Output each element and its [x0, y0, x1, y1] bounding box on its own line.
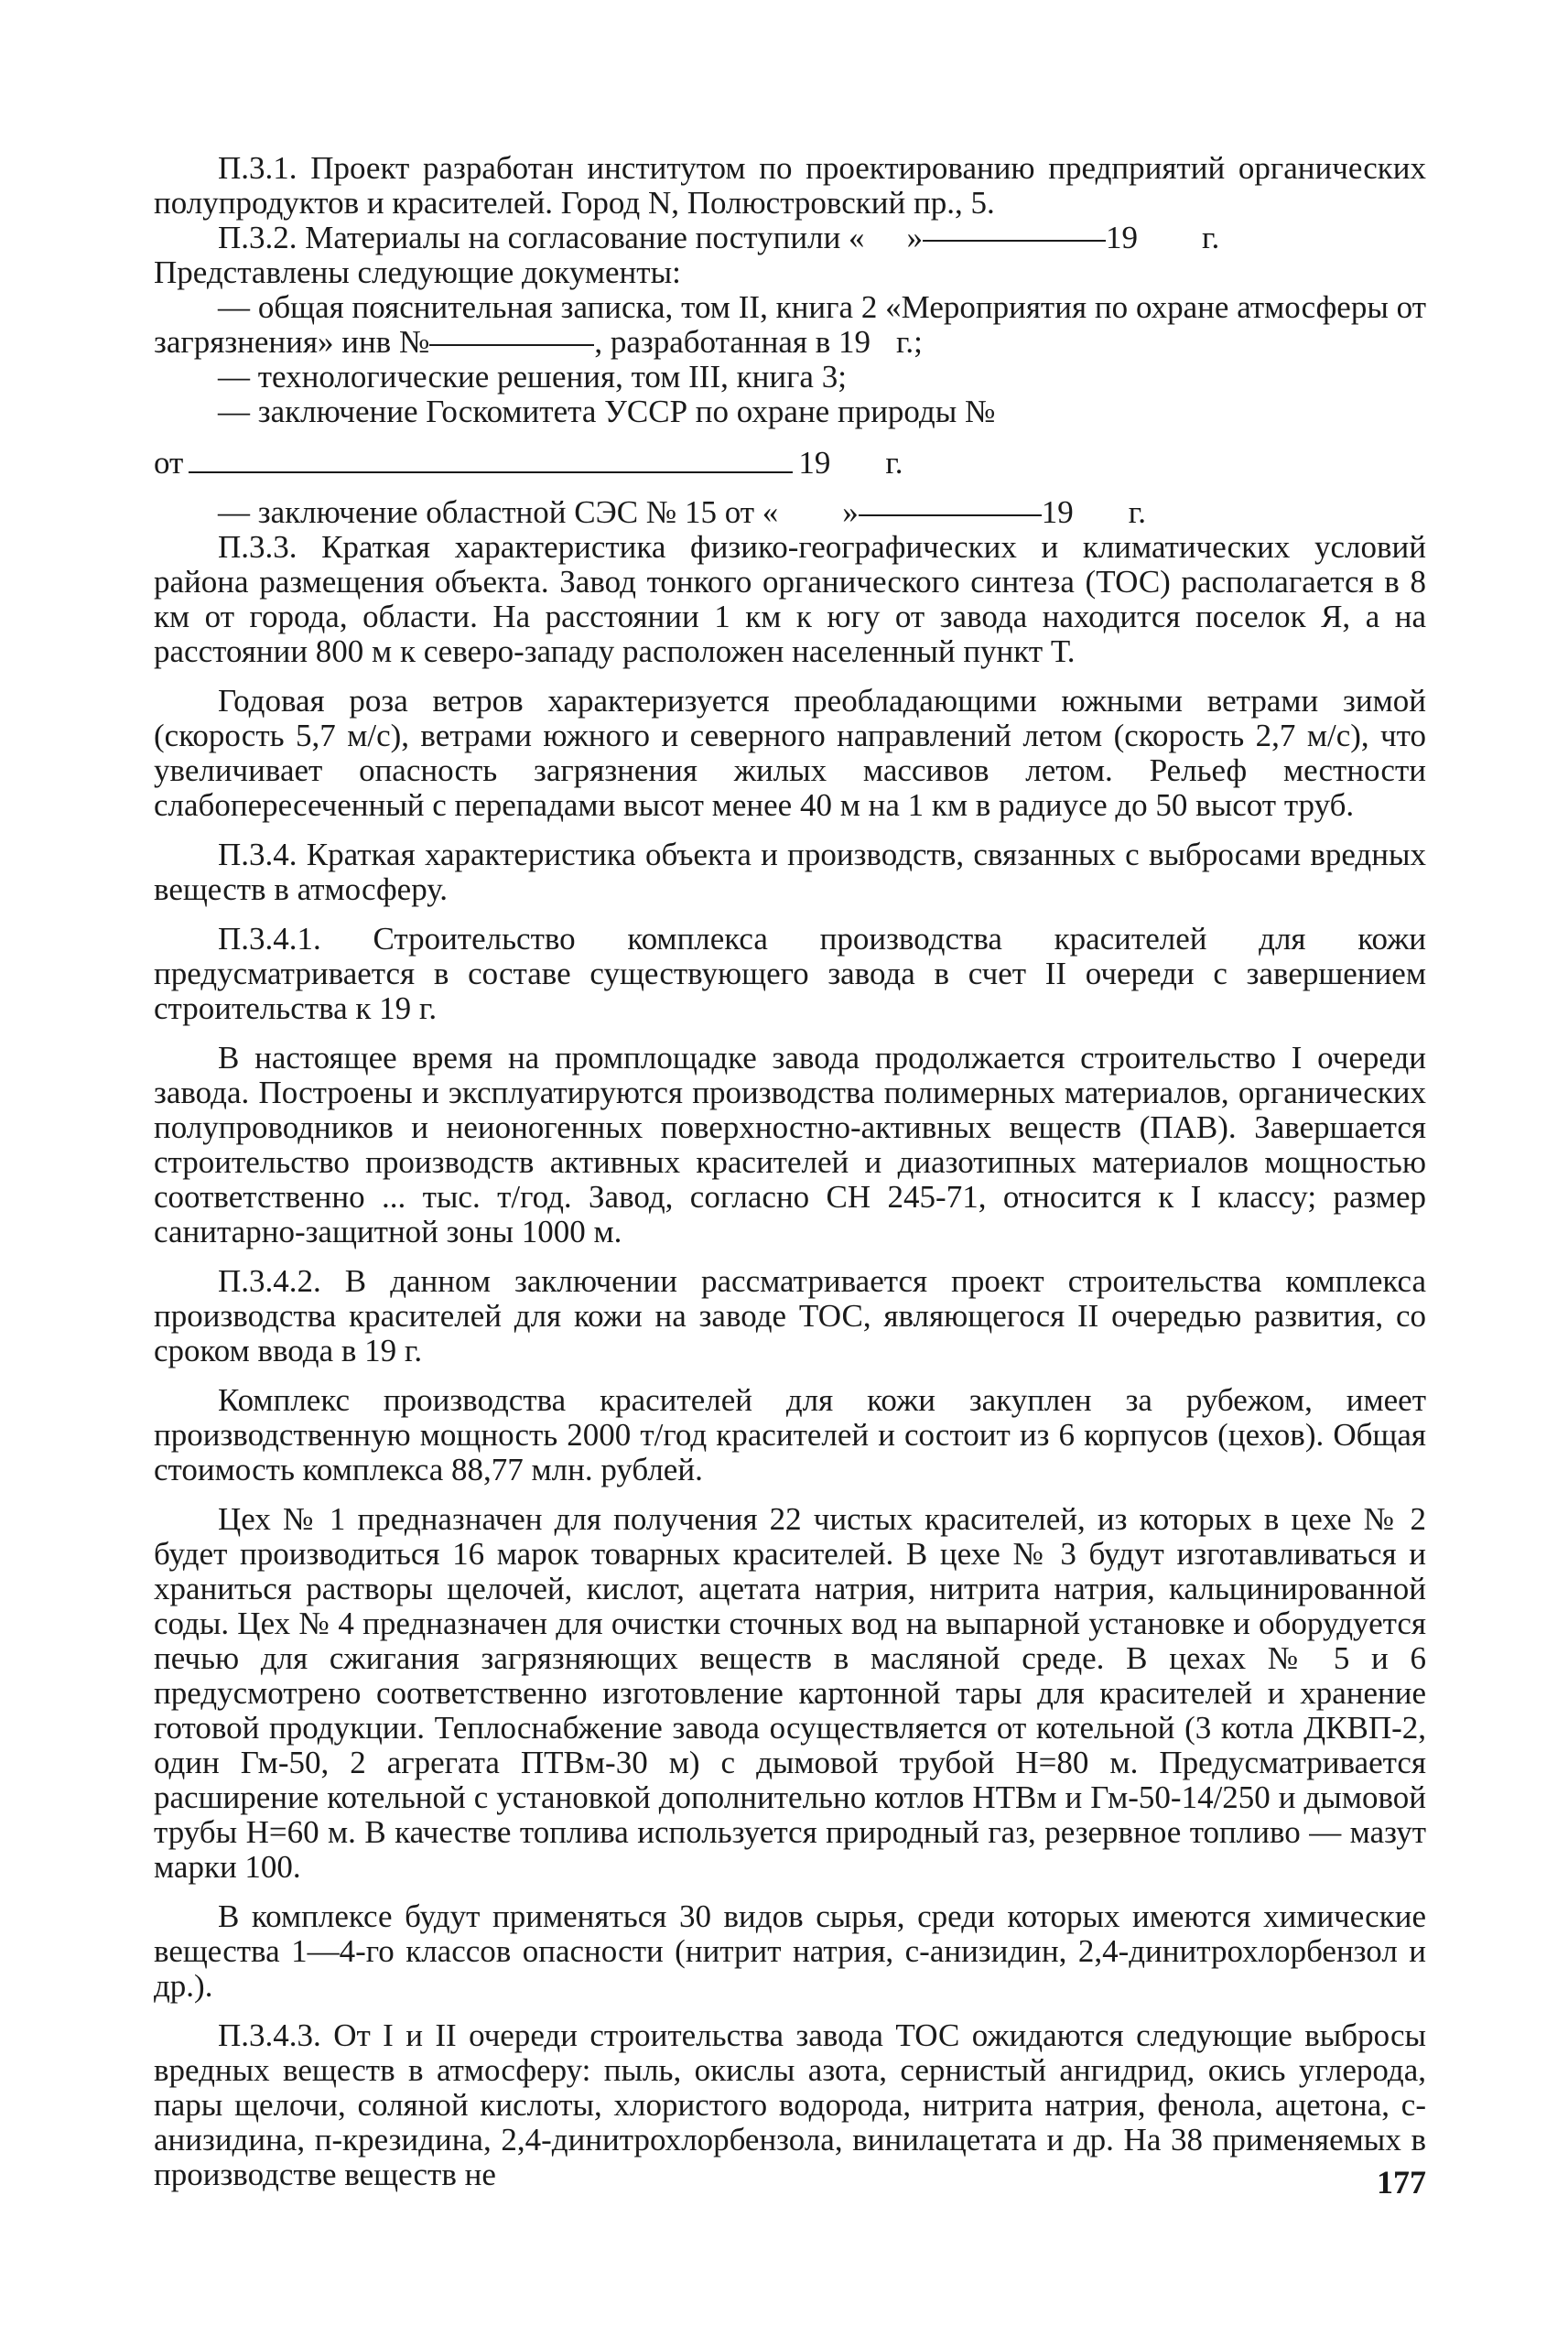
inventory-blank — [429, 344, 594, 346]
date-blank — [923, 240, 1106, 242]
paragraph-3-4-2: П.3.4.2. В данном заключении рассматривается проект строительства комплекса производства красителей для кожи на заводе ТОС, являющегося II очередью развития, со сроком ввода в 19 г. — [154, 1263, 1426, 1368]
doc-item-1 — [154, 290, 1426, 360]
doc-item-3-date — [154, 446, 1426, 481]
p2-suffix: г. — [1202, 220, 1220, 255]
p8-prefix: — заключение областной СЭС № 15 от « — [218, 494, 779, 530]
raw-materials-paragraph: В комплексе будут применяться 30 видов сырья, среди которых имеются химические вещества 1—4-го классов опасности (нитрит натрия, с-анизидин, 2,4-динитрохлорбензол и др.). — [154, 1898, 1426, 2004]
paragraph-3-2 — [154, 221, 1426, 255]
page-number: 177 — [1377, 2164, 1426, 2201]
paragraph-3-4: П.3.4. Краткая характеристика объекта и производств, связанных с выбросами вредных веществ в атмосферу. — [154, 837, 1426, 907]
p7-suffix: г. — [885, 445, 903, 481]
paragraph-3-1: П.3.1. Проект разработан институтом по проектированию предприятий органических полупродуктов и красителей. Город N, Полюстровский пр., 5. — [154, 150, 1426, 221]
current-construction-paragraph: В настоящее время на промплощадке завода продолжается строительство I очереди завода. Построены и эксплуатируются производства полимерных материалов, органических полупроводников и неионогенных поверхностно-активных веществ (ПАВ). Завершается строительство производств активных красителей и диазотипных материалов мощностью соответственно ... тыс. т/год. Завод, согласно СН 245-71, относится к I классу; размер санитарно-защитной зоны 1000 м. — [154, 1040, 1426, 1249]
p4-mid: , разработанная в 19 — [594, 324, 871, 360]
paragraph-3-3: П.3.3. Краткая характеристика физико-географических и климатических условий района размещения объекта. Завод тонкого органического синтеза (ТОС) располагается в 8 км от города, области. На расстоянии 1 км к югу от завода находится поселок Я, а на расстоянии 800 м к северо-западу расположен населенный пункт Т. — [154, 529, 1426, 669]
p8-mid: » — [842, 494, 859, 530]
complex-description-paragraph: Комплекс производства красителей для кожи закуплен за рубежом, имеет производственную мощность 2000 т/год красителей и состоит из 6 корпусов (цехов). Общая стоимость комплекса 88,77 млн. рублей. — [154, 1382, 1426, 1487]
p4-prefix: — общая пояснительная записка, том II, книга 2 «Мероприятия по охране атмосферы от загрязнения» инв № — [154, 289, 1426, 360]
p8-year: 19 — [1041, 494, 1074, 530]
p4-suffix: г.; — [895, 324, 923, 360]
doc-item-3: — заключение Госкомитета УССР по охране природы № — [218, 394, 996, 429]
doc-item-2: — технологические решения, том III, книга 3; — [218, 359, 847, 395]
sez-date-blank — [859, 514, 1042, 516]
p2-mid: » — [906, 220, 924, 255]
p7-prefix: от — [154, 445, 184, 481]
doc-item-4 — [154, 495, 1426, 530]
p2-year: 19 — [1106, 220, 1139, 255]
workshops-paragraph: Цех № 1 предназначен для получения 22 чистых красителей, из которых в цехе № 2 будет производиться 16 марок товарных красителей. В цехе № 3 будут изготавливаться и храниться растворы щелочей, кислот, ацетата натрия, нитрита натрия, кальцинированной соды. Цех № 4 предназначен для очистки сточных вод на выпарной установке и оборудуется печью для сжигания загрязняющих веществ в масляной среде. В цехах № 5 и 6 предусмотрено соответственно изготовление картонной тары для красителей и хранение готовой продукции. Теплоснабжение завода осуществляется от котельной (3 котла ДКВП-2, один Гм-50, 2 агрегата ПТВм-30 м) с дымовой трубой Н=80 м. Предусматривается расширение котельной с установкой дополнительно котлов НТВм и Гм-50-14/250 и дымовой трубы Н=60 м. В качестве топлива используется природный газ, резервное топливо — мазут марки 100. — [154, 1501, 1426, 1885]
p7-year: 19 — [798, 445, 831, 481]
wind-rose-paragraph: Годовая роза ветров характеризуется преобладающими южными ветрами зимой (скорость 5,7 м/с), ветрами южного и северного направлений летом (скорость 2,7 м/с), что увеличивает опасность загрязнения жилых массивов летом. Рельеф местности слабопересеченный с перепадами высот менее 40 м на 1 км в радиусе до 50 высот труб. — [154, 683, 1426, 823]
p2-prefix: П.3.2. Материалы на согласование поступили « — [218, 220, 865, 255]
date-line — [189, 471, 793, 473]
documents-intro: Представлены следующие документы: — [154, 254, 681, 290]
paragraph-3-4-3: П.3.4.3. От I и II очереди строительства завода ТОС ожидаются следующие выбросы вредных веществ в атмосферу: пыль, окислы азота, сернистый ангидрид, окись углерода, пары щелочи, соляной кислоты, хлористого водорода, нитрита натрия, фенола, ацетона, с-анизидина, п-крезидина, 2,4-динитрохлорбензола, винилацетата и др. На 38 применяемых в производстве веществ не — [154, 2017, 1426, 2192]
paragraph-3-4-1: П.3.4.1. Строительство комплекса производства красителей для кожи предусматривается в составе существующего завода в счет II очереди с завершением строительства к 19 г. — [154, 921, 1426, 1026]
p8-suffix: г. — [1128, 494, 1146, 530]
